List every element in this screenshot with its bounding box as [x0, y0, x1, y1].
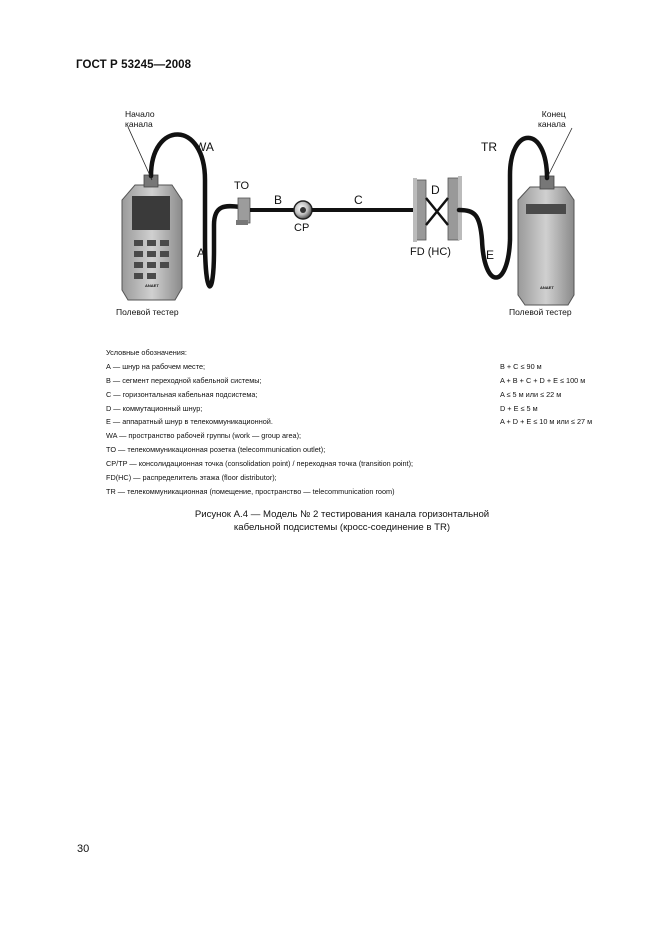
legend-item: TO — телекоммуникационная розетка (telecommunication outlet); [106, 445, 326, 455]
label-tr: TR [481, 140, 497, 154]
end-label-line2: канала [538, 119, 566, 129]
legend-condition: D + E ≤ 5 м [500, 403, 538, 413]
label-to: TO [234, 180, 250, 192]
channel-test-diagram [0, 0, 661, 340]
legend-row [106, 374, 626, 388]
left-tester-brand: ANAET [145, 283, 159, 288]
page-number: 30 [77, 843, 90, 855]
legend-condition: A ≤ 5 м или ≤ 22 м [500, 389, 562, 399]
label-c: C [354, 193, 363, 207]
label-cp: CP [294, 222, 310, 234]
legend-row [106, 388, 626, 402]
legend-row [106, 415, 626, 429]
legend-row [106, 457, 626, 471]
caption-line-2: кабельной подсистемы (кросс-соединение в TR) [233, 521, 451, 533]
legend-item: CP/TP — консолидационная точка (consolidation point) / переходная точка (transition point); [106, 459, 414, 469]
left-field-tester [122, 175, 182, 300]
left-tester-start-label [125, 109, 155, 129]
start-label-line1: Начало [125, 109, 155, 119]
label-b: B [274, 193, 283, 207]
legend-item: А — шнур на рабочем месте; [106, 361, 206, 371]
legend-condition: B + C ≤ 90 м [500, 361, 542, 371]
legend-condition: A + D + E ≤ 10 м или ≤ 27 м [500, 417, 593, 427]
legend-item: Е — аппаратный шнур в телекоммуникационной. [106, 417, 273, 427]
right-tester-caption: Полевой тестер [509, 307, 572, 317]
label-e: E [486, 248, 495, 262]
legend-row [106, 443, 626, 457]
label-a: A [197, 246, 206, 260]
left-tester-caption: Полевой тестер [116, 307, 179, 317]
legend-item: TR — телекоммуникационная (помещение, пространство — telecommunication room) [106, 486, 395, 496]
legend-item: WA — пространство рабочей группы (work — group area); [106, 431, 302, 441]
start-label-line2: канала [125, 119, 153, 129]
label-fd: FD (HC) [410, 246, 451, 258]
right-tester-brand: ANAET [540, 285, 554, 290]
legend-item: В — сегмент переходной кабельной системы; [106, 375, 262, 385]
document-header: ГОСТ Р 53245—2008 [76, 59, 192, 71]
label-d: D [431, 183, 440, 197]
label-wa: WA [195, 140, 214, 154]
legend-row [106, 471, 626, 485]
caption-line-1: Рисунок А.4 — Модель № 2 тестирования канала горизонтальной [194, 509, 490, 520]
telecom-outlet [236, 198, 250, 225]
legend [106, 346, 626, 499]
legend-row [106, 402, 626, 416]
legend-title: Условные обозначения: [106, 348, 187, 357]
legend-condition: A + B + C + D + E ≤ 100 м [500, 375, 586, 385]
legend-item: С — горизонтальная кабельная подсистема; [106, 389, 258, 399]
figure-caption [150, 509, 534, 534]
end-label-line1: Конец [541, 109, 566, 119]
legend-row [106, 485, 626, 499]
legend-item: D — коммутационный шнур; [106, 403, 203, 413]
legend-row [106, 360, 626, 374]
legend-item: FD(HC) — распределитель этажа (floor distributor); [106, 473, 277, 483]
legend-row [106, 429, 626, 443]
right-tester-end-label [538, 109, 566, 129]
